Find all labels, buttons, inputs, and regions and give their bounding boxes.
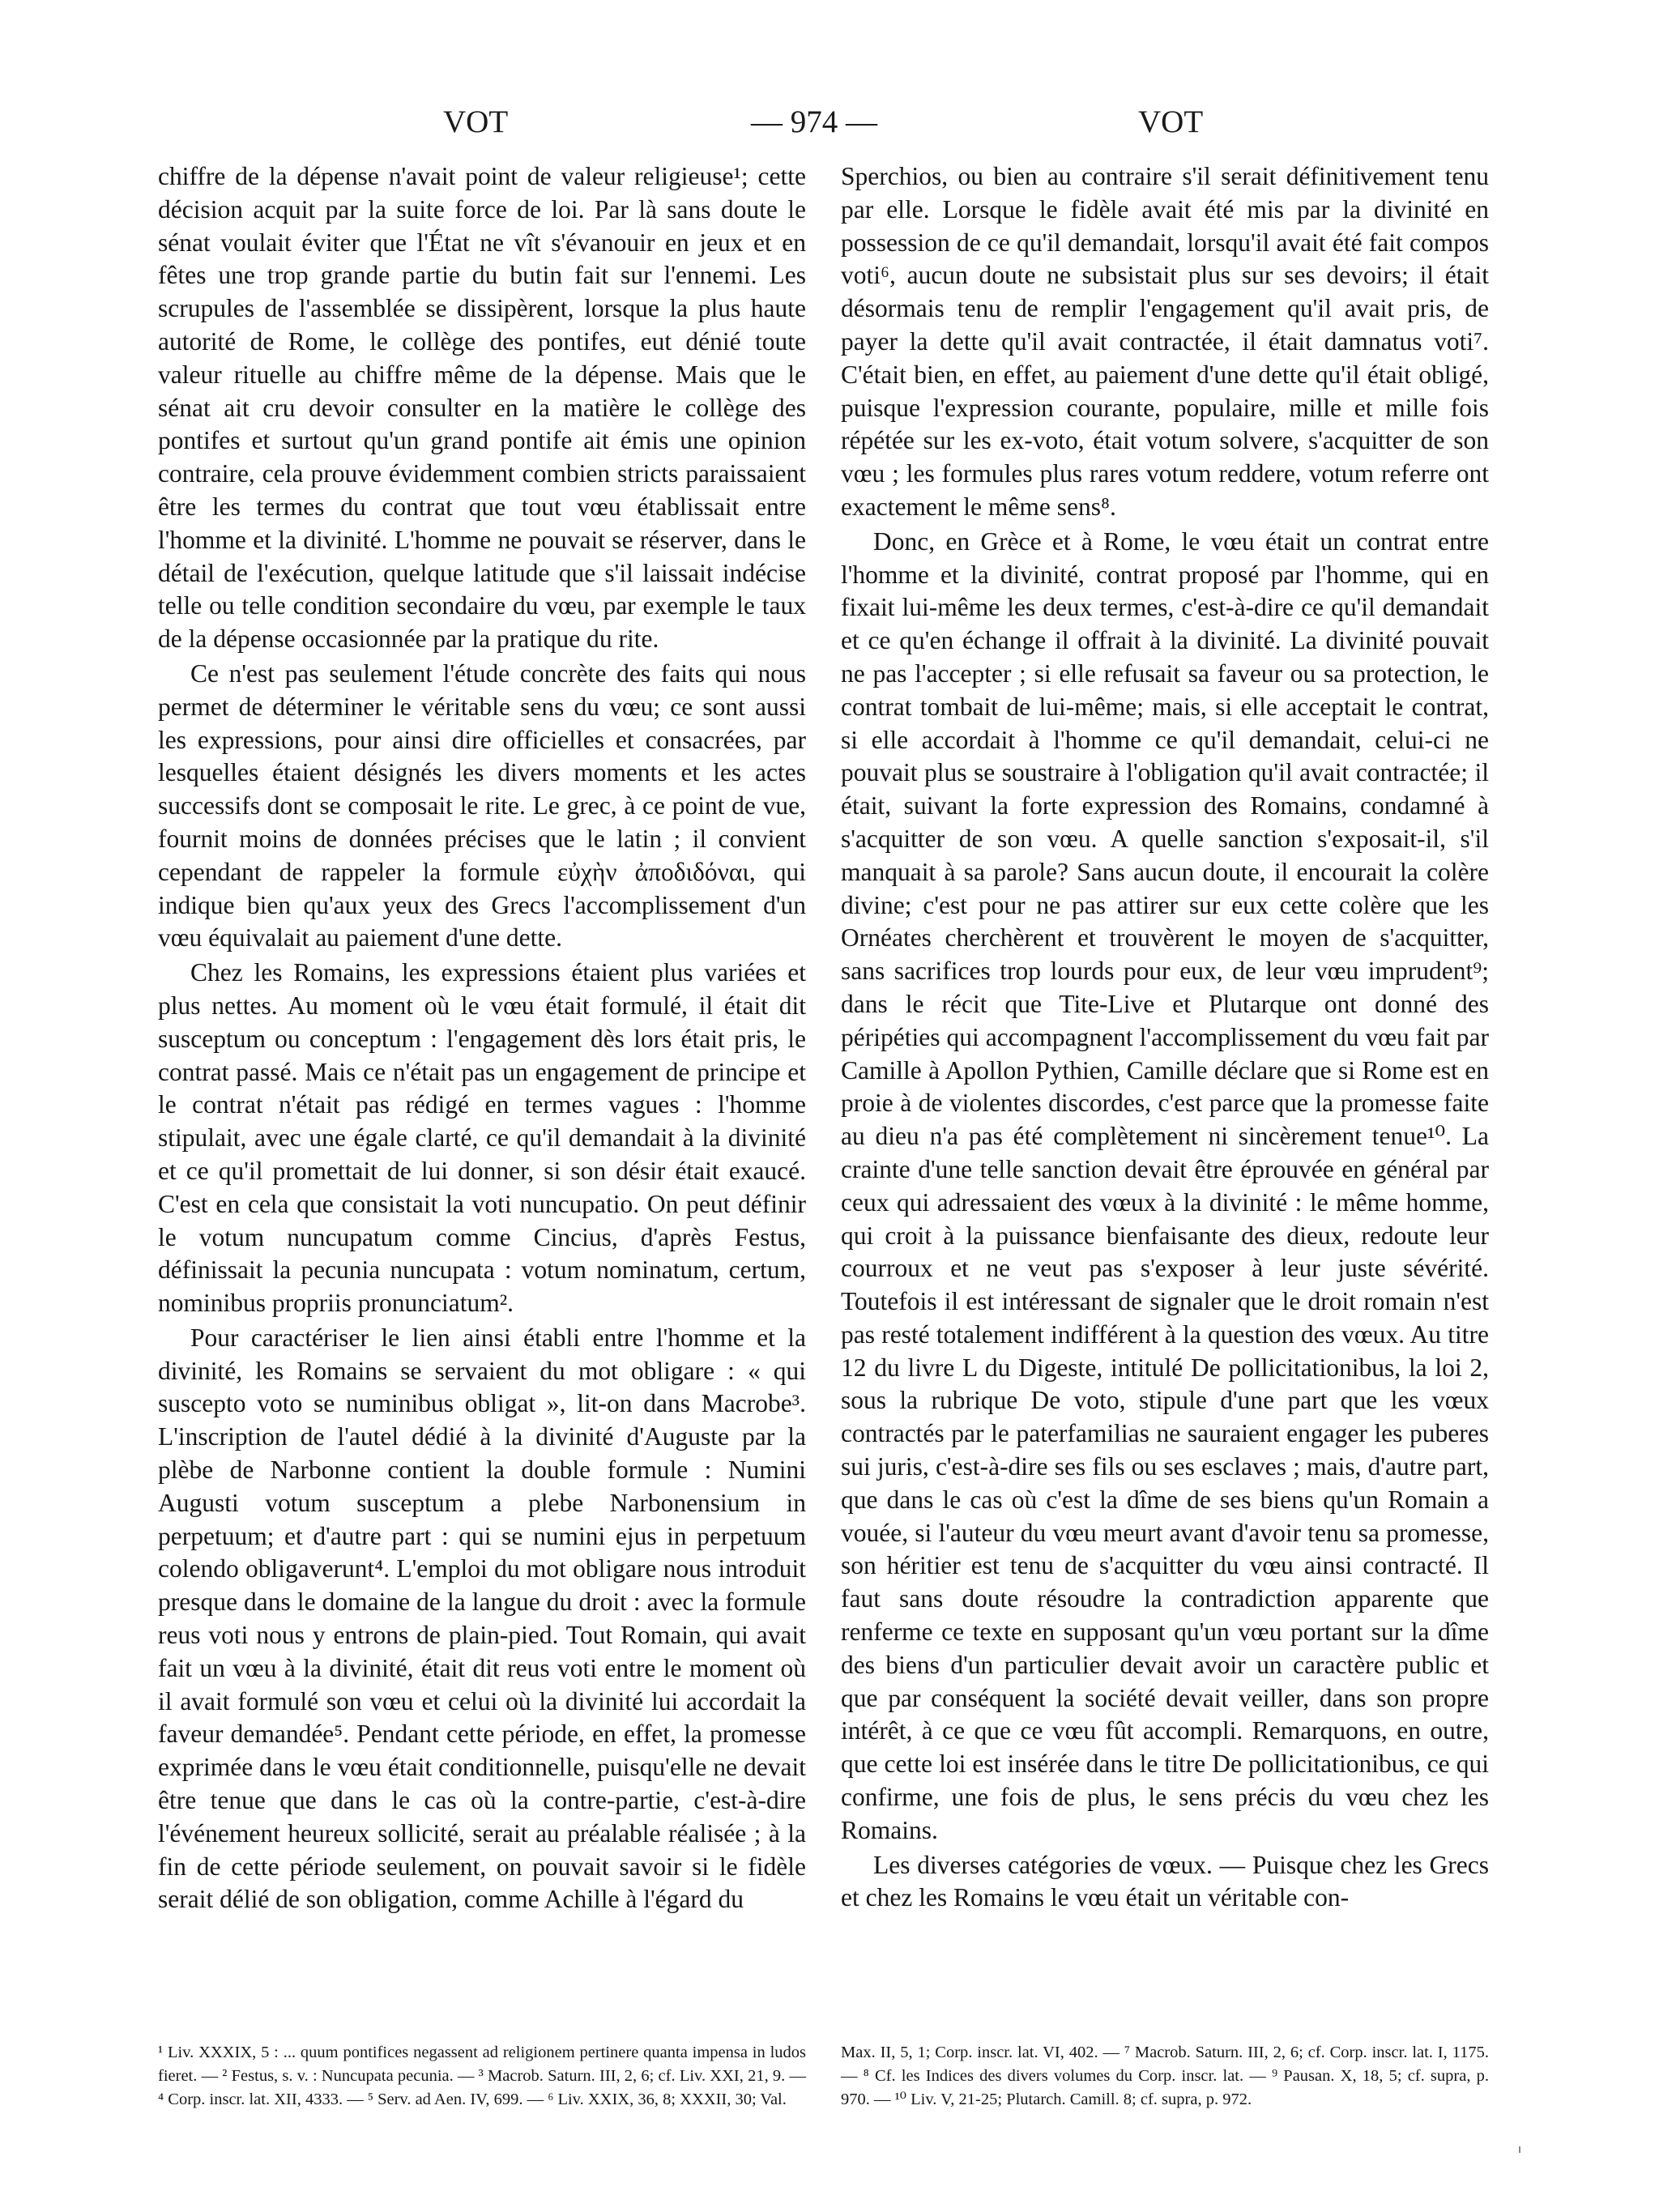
right-column bbox=[841, 160, 1489, 1915]
section-heading-paragraph: Les diverses catégories de vœux. — Puisque chez les Grecs et chez les Romains le vœu était un véritable con- bbox=[841, 1850, 1489, 1912]
header-left-title: VOT bbox=[443, 104, 509, 139]
scan-mark bbox=[1519, 2146, 1520, 2153]
footnote-text: ¹ Liv. XXXIX, 5 : ... quum pontifices negassent ad religionem pertinere quanta impensa in ludos fieret. — ² Festus, s. v. : Nuncupata pecunia. — ³ Macrob. Saturn. III, 2, 6; cf. Liv. XXI, 21, 9. — ⁴ Corp. inscr. lat. XII, 4333. — ⁵ Serv. ad Aen. IV, 699. — ⁶ Liv. XXIX, 36, 8; XXXII, 30; Val. bbox=[158, 2044, 806, 2108]
header-right-title: VOT bbox=[1138, 104, 1204, 139]
paragraph: chiffre de la dépense n'avait point de valeur religieuse¹; cette décision acquit par la suite force de loi. Par là sans doute le sénat voulait éviter que l'État ne vît s'évanouir en jeux et en fêtes une trop grande partie du butin fait sur l'ennemi. Les scrupules de l'assemblée se dissipèrent, lorsque la plus haute autorité de Rome, le collège des pontifes, eut dénié toute valeur rituelle au chiffre même de la dépense. Mais que le sénat ait cru devoir consulter en la matière le collège des pontifes et surtout qu'un grand pontife ait émis une opinion contraire, cela prouve évidemment combien stricts paraissaient être les termes du contrat que tout vœu établissait entre l'homme et la divinité. L'homme ne pouvait se réserver, dans le détail de l'exécution, quelque latitude que s'il laissait indécise telle ou telle condition secondaire du vœu, par exemple le taux de la dépense occasionnée par la pratique du rite. bbox=[158, 162, 806, 654]
page-number: — 974 — bbox=[751, 104, 877, 139]
paragraph: Sperchios, ou bien au contraire s'il serait définitivement tenu par elle. Lorsque le fidèle avait été mis par la divinité en possession de ce qu'il demandait, lorsqu'il avait été fait compos voti⁶, aucun doute ne subsistait plus sur ses devoirs; il était désormais tenu de remplir l'engagement qu'il avait pris, de payer la dette qu'il avait contractée, il était damnatus voti⁷. C'était bien, en effet, au paiement d'une dette qu'il était obligé, puisque l'expression courante, populaire, mille et mille fois répétée sur les ex-voto, était votum solvere, s'acquitter de son vœu ; les formules plus rares votum reddere, votum referre ont exactement le même sens⁸. bbox=[841, 162, 1489, 521]
footnotes-left bbox=[158, 2041, 806, 2112]
paragraph: Pour caractériser le lien ainsi établi entre l'homme et la divinité, les Romains se servaient du mot obligare : « qui suscepto voto se numinibus obligat », lit-on dans Macrobe³. L'inscription de l'autel dédié à la divinité d'Auguste par la plèbe de Narbonne contient la double formule : Numini Augusti votum susceptum a plebe Narbonensium in perpetuum; et d'autre part : qui se numini ejus in perpetuum colendo obligaverunt⁴. L'emploi du mot obligare nous introduit presque dans le domaine de la langue du droit : avec la formule reus voti nous y entrons de plain-pied. Tout Romain, qui avait fait un vœu à la divinité, était dit reus voti entre le moment où il avait formulé son vœu et celui où la divinité lui accordait la faveur demandée⁵. Pendant cette période, en effet, la promesse exprimée dans le vœu était conditionnelle, puisqu'elle ne devait être tenue que dans le cas où la contre-partie, c'est-à-dire l'événement heureux sollicité, serait au préalable réalisée ; à la fin de cette période seulement, on pouvait savoir si le fidèle serait délié de son obligation, comme Achille à l'égard du bbox=[158, 1323, 806, 1914]
paragraph: Chez les Romains, les expressions étaient plus variées et plus nettes. Au moment où le vœu était formulé, il était dit susceptum ou conceptum : l'engagement dès lors était pris, le contrat passé. Mais ce n'était pas un engagement de principe et le contrat n'était pas rédigé en termes vagues : l'homme stipulait, avec une égale clarté, ce qu'il demandait à la divinité et ce qu'il promettait de lui donner, si son désir était exaucé. C'est en cela que consistait la voti nuncupatio. On peut définir le votum nuncupatum comme Cincius, d'après Festus, définissait la pecunia nuncupata : votum nominatum, certum, nominibus propriis pronunciatum². bbox=[158, 958, 806, 1318]
paragraph: Ce n'est pas seulement l'étude concrète des faits qui nous permet de déterminer le véritable sens du vœu; ce sont aussi les expressions, pour ainsi dire officielles et consacrées, par lesquelles étaient désignés les divers moments et les actes successifs dont se composait le rite. Le grec, à ce point de vue, fournit moins de données précises que le latin ; il convient cependant de rappeler la formule εὐχὴν ἀποδιδόναι, qui indique bien qu'aux yeux des Grecs l'accomplissement d'un vœu équivalait au paiement d'une dette. bbox=[158, 658, 806, 953]
left-column bbox=[158, 160, 806, 1916]
footnote-text: Max. II, 5, 1; Corp. inscr. lat. VI, 402. — ⁷ Macrob. Saturn. III, 2, 6; cf. Corp. inscr. lat. I, 1175. — ⁸ Cf. les Indices des divers volumes du Corp. inscr. lat. — ⁹ Pausan. X, 18, 5; cf. supra, p. 970. — ¹⁰ Liv. V, 21-25; Plutarch. Camill. 8; cf. supra, p. 972. bbox=[841, 2044, 1489, 2108]
paragraph: Donc, en Grèce et à Rome, le vœu était un contrat entre l'homme et la divinité, contrat proposé par l'homme, qui en fixait lui-même les deux termes, c'est-à-dire ce qu'il demandait et ce qu'en échange il offrait à la divinité. La divinité pouvait ne pas l'accepter ; si elle refusait sa faveur ou sa protection, le contrat tombait de lui-même; mais, si elle acceptait le contrat, si elle accordait à l'homme ce qu'il demandait, celui-ci ne pouvait plus se soustraire à l'obligation qu'il avait contractée; il était, suivant la forte expression des Romains, condamné à s'acquitter de son vœu. A quelle sanction s'exposait-il, s'il manquait à sa parole? Sans aucun doute, il encourait la colère divine; c'est pour ne pas attirer sur eux cette colère que les Ornéates cherchèrent et trouvèrent le moyen de s'acquitter, sans sacrifices trop lourds pour eux, de leur vœu imprudent⁹; dans le récit que Tite-Live et Plutarque ont donné des péripéties qui accompagnent l'accomplissement du vœu fait par Camille à Apollon Pythien, Camille déclare que si Rome est en proie à de violentes discordes, c'est parce que la promesse faite au dieu n'a pas été complètement ni sincèrement tenue¹⁰. La crainte d'une telle sanction devait être éprouvée en général par ceux qui adressaient des vœux à la divinité : le même homme, qui croit à la puissance bienfaisante des dieux, redoute leur courroux et ne veut pas s'exposer à leur juste sévérité. Toutefois il est intéressant de signaler que le droit romain n'est pas resté totalement indifférent à la question des vœux. Au titre 12 du livre L du Digeste, intitulé De pollicitationibus, la loi 2, sous la rubrique De voto, stipule d'une part que les vœux contractés par le paterfamilias ne sauraient engager les puberes sui juris, c'est-à-dire ses fils ou ses esclaves ; mais, d'autre part, que dans le cas où c'est la dîme de ses biens qu'un Romain a vouée, si l'auteur du vœu meurt avant d'avoir tenu sa promesse, son héritier est tenu de s'acquitter du vœu ainsi contracté. Il faut sans doute résoudre la contradiction apparente que renferme ce texte en supposant qu'un vœu portant sur la dîme des biens d'un particulier devait avoir un caractère public et que par conséquent la société devait veiller, dans son propre intérêt, à ce que ce vœu fût accompli. Remarquons, en outre, que cette loi est insérée dans le titre De pollicitationibus, ce qui confirme, une fois de plus, le sens précis du vœu chez les Romains. bbox=[841, 526, 1489, 1844]
footnotes-right bbox=[841, 2041, 1489, 2112]
running-header bbox=[158, 104, 1470, 152]
